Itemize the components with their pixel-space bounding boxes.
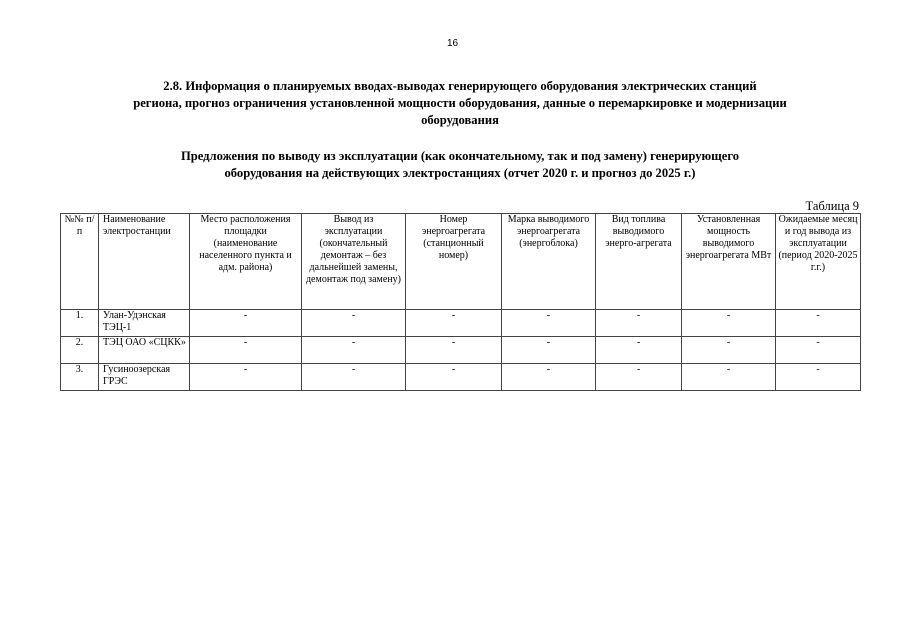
table-cell: - (682, 310, 776, 337)
column-header: №№ п/п (61, 214, 99, 310)
table-cell: - (406, 337, 502, 364)
table-cell: - (596, 364, 682, 391)
table-cell: - (406, 364, 502, 391)
subheading-line: Предложения по выводу из эксплуатации (как окончательному, так и под замену) генерирующего (180, 149, 740, 163)
table-cell: - (190, 337, 302, 364)
column-header: Установленная мощность выводимого энергоагрегата МВт (682, 214, 776, 310)
table-cell: - (406, 310, 502, 337)
table-header-row (61, 214, 861, 310)
decommissioning-table (60, 213, 861, 391)
row-number: 3. (61, 364, 99, 391)
table-cell: - (502, 310, 596, 337)
table-row (61, 337, 861, 364)
table-cell: - (302, 310, 406, 337)
table-cell: - (302, 337, 406, 364)
heading-line: оборудования (421, 113, 499, 127)
section-heading (60, 78, 860, 129)
table-cell: - (682, 337, 776, 364)
column-header: Вид топлива выводимого энерго-агрегата (596, 214, 682, 310)
station-name: ТЭЦ ОАО «СЦКК» (99, 337, 190, 364)
table-row (61, 364, 861, 391)
table-cell: - (502, 364, 596, 391)
column-header: Марка выводимого энергоагрегата (энергоблока) (502, 214, 596, 310)
table-cell: - (682, 364, 776, 391)
table-cell: - (596, 337, 682, 364)
row-number: 1. (61, 310, 99, 337)
column-header: Вывод из эксплуатации (окончательный демонтаж – без дальнейшей замены, демонтаж под замену) (302, 214, 406, 310)
table-cell: - (776, 364, 861, 391)
column-header: Место расположения площадки (наименование населенного пункта и адм. района) (190, 214, 302, 310)
column-header: Ожидаемые месяц и год вывода из эксплуатации (период 2020-2025 г.г.) (776, 214, 861, 310)
table-heading (100, 148, 820, 182)
table-cell: - (302, 364, 406, 391)
table-row (61, 310, 861, 337)
column-header: Номер энергоагрегата (станционный номер) (406, 214, 502, 310)
heading-line: 2.8. Информация о планируемых вводах-выводах генерирующего оборудования электрических станций (163, 79, 757, 93)
table-cell: - (502, 337, 596, 364)
table-cell: - (190, 310, 302, 337)
subheading-line: оборудования на действующих электростанциях (отчет 2020 г. и прогноз до 2025 г.) (224, 166, 696, 180)
station-name: Улан-Удэнская ТЭЦ-1 (99, 310, 190, 337)
station-name: Гусиноозерская ГРЭС (99, 364, 190, 391)
table-cell: - (596, 310, 682, 337)
table-cell: - (776, 337, 861, 364)
table-cell: - (776, 310, 861, 337)
table-caption: Таблица 9 (805, 199, 859, 213)
row-number: 2. (61, 337, 99, 364)
table-cell: - (190, 364, 302, 391)
column-header: Наименование электростанции (99, 214, 190, 310)
page-number: 16 (446, 38, 459, 49)
heading-line: региона, прогноз ограничения установленной мощности оборудования, данные о перемаркировке и модернизации (133, 96, 787, 110)
